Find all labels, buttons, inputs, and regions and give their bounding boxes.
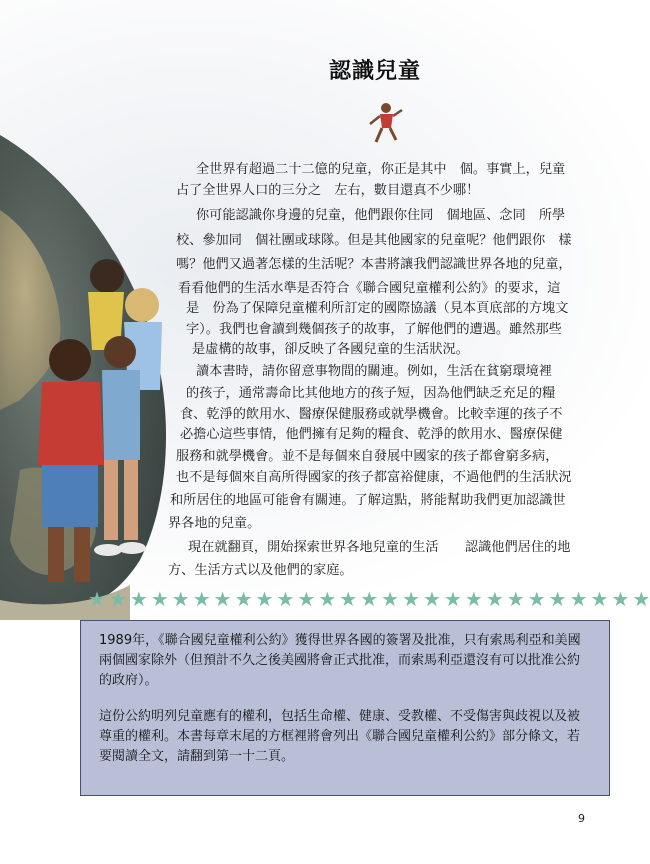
- star-icon: ★: [150, 587, 169, 611]
- body-line: 是 份為了保障兒童權利所訂定的國際協議（見本頁底部的方塊文: [186, 301, 569, 316]
- star-icon: ★: [129, 587, 148, 611]
- star-icon: ★: [297, 587, 316, 611]
- star-icon: ★: [318, 587, 337, 611]
- body-line: 全世界有超過二十二億的兒童，你正是其中 個。事實上，兒童: [196, 162, 566, 177]
- star-icon: ★: [485, 587, 504, 611]
- star-icon: ★: [276, 587, 295, 611]
- body-line: 服務和就學機會。並不是每個來自發展中國家的孩子都會窮多病，: [176, 449, 559, 464]
- box-paragraph-1: 1989年，《聯合國兒童權利公約》獲得世界各國的簽署及批准，只有索馬利亞和美國兩個國家除外（但預計不久之後美國將會正式批准，而索馬利亞還沒有可以批准公約的政府）。: [99, 633, 581, 688]
- star-icon: ★: [506, 587, 525, 611]
- body-line: 必擔心這些事情，他們擁有足夠的糧食、乾淨的飲用水、醫療保健: [180, 427, 563, 442]
- body-line: 和所居住的地區可能會有關連。了解這點，將能幫助我們更加認識世: [170, 493, 566, 508]
- star-icon: ★: [171, 587, 190, 611]
- star-icon: ★: [464, 587, 483, 611]
- star-icon: ★: [339, 587, 358, 611]
- star-icon: ★: [569, 587, 588, 611]
- body-line: 的孩子，通常壽命比其他地方的孩子短，因為他們缺乏充足的糧: [186, 386, 556, 401]
- star-icon: ★: [632, 587, 650, 611]
- crc-info-box: [80, 620, 610, 796]
- body-line: 食、乾淨的飲用水、醫療保健服務或就學機會。比較幸運的孩子不: [180, 407, 563, 422]
- page-title: 認識兒童: [328, 59, 421, 84]
- star-icon: ★: [255, 587, 274, 611]
- star-icon: ★: [611, 587, 630, 611]
- body-line: 也不是每個來自高所得國家的孩子都富裕健康，不過他們的生活狀況: [176, 470, 572, 485]
- star-icon: ★: [402, 587, 420, 611]
- star-icon: ★: [527, 587, 546, 611]
- body-line: 字）。我們也會讀到幾個孩子的故事，了解他們的遭遇。雖然那些: [186, 322, 562, 337]
- star-icon: ★: [88, 587, 106, 611]
- star-divider: [88, 588, 650, 610]
- star-icon: ★: [381, 587, 400, 611]
- star-icon: ★: [360, 587, 379, 611]
- star-icon: ★: [423, 587, 441, 611]
- star-icon: ★: [590, 587, 609, 611]
- page-number: 9: [578, 812, 585, 825]
- star-icon: ★: [108, 587, 127, 611]
- star-icon: ★: [548, 587, 567, 611]
- body-line: 界各地的兒童。: [168, 516, 261, 531]
- star-icon: ★: [213, 587, 232, 611]
- star-icon: ★: [192, 587, 211, 611]
- star-icon: ★: [443, 587, 462, 611]
- body-line: 讀本書時，請你留意事物間的關連。例如，生活在貧窮環境裡: [196, 364, 553, 379]
- body-line: 校、參加同 個社團或球隊。但是其他國家的兒童呢？他們跟你 樣: [176, 233, 572, 248]
- body-line: 看看他們的生活水準是否符合《聯合國兒童權利公約》的要求，這: [178, 281, 561, 296]
- body-line: 占了全世界人口的三分之 左右，數目還真不少哪！: [176, 183, 480, 198]
- star-icon: ★: [234, 587, 253, 611]
- body-line: 現在就翻頁，開始探索世界各地兒童的生活 認識他們居住的地: [188, 540, 571, 555]
- body-line: 是虛構的故事，卻反映了各國兒童的生活狀況。: [192, 342, 469, 357]
- body-line: 方、生活方式以及他們的家庭。: [168, 563, 353, 578]
- body-line: 嗎？他們又過著怎樣的生活呢？本書將讓我們認識世界各地的兒童，: [176, 257, 572, 272]
- body-line: 你可能認識你身邊的兒童，他們跟你住同 個地區、念同 所學: [196, 208, 566, 223]
- box-paragraph-2: 這份公約明列兒童應有的權利，包括生命權、健康、受教權、不受傷害與歧視以及被尊重的權利。本書每章末尾的方框裡將會列出《聯合國兒童權利公約》部分條文，若要閱讀全文，請翻到第一十二頁。: [99, 709, 581, 764]
